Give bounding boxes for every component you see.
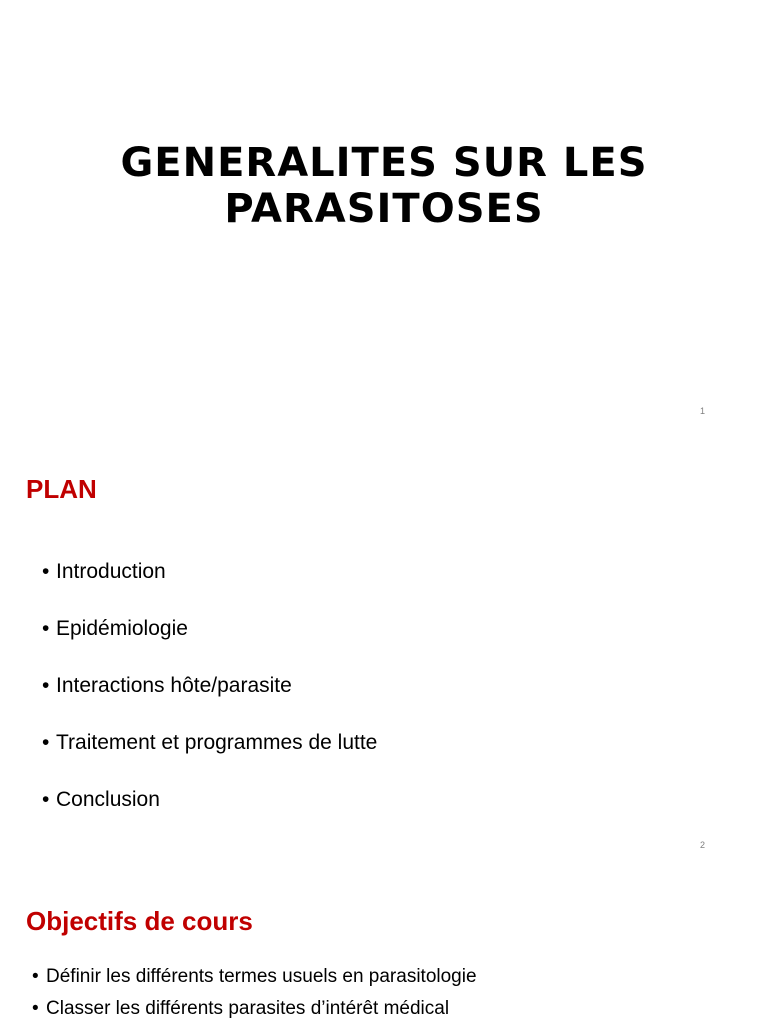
list-item — [32, 996, 477, 1028]
slide-plan — [0, 434, 768, 868]
slide-objectives — [0, 868, 768, 1024]
objectives-heading: Objectifs de cours — [26, 906, 253, 936]
bullet-icon: • — [32, 998, 39, 1019]
list-item — [42, 558, 377, 615]
bullet-icon: • — [32, 966, 39, 987]
list-item-text: Définir les différents termes usuels en parasitologie — [46, 966, 477, 987]
list-item-text: Interactions hôte/parasite — [56, 674, 292, 697]
title-line-2: PARASITOSES — [224, 186, 544, 232]
page-number: 1 — [700, 406, 706, 416]
list-item — [42, 615, 377, 672]
objectives-list — [32, 964, 477, 1028]
page-number: 2 — [700, 840, 706, 850]
bullet-icon: • — [42, 731, 50, 754]
document-title — [0, 140, 768, 232]
title-line-1: GENERALITES SUR LES — [120, 140, 648, 186]
slide-title — [0, 0, 768, 434]
bullet-icon: • — [42, 788, 50, 811]
bullet-icon: • — [42, 617, 50, 640]
list-item-text: Classer les différents parasites d’intérêt médical — [46, 998, 450, 1019]
list-item-text: Epidémiologie — [56, 617, 188, 640]
list-item-text: Traitement et programmes de lutte — [56, 731, 378, 754]
list-item-text: Introduction — [56, 560, 166, 583]
list-item — [32, 964, 477, 996]
list-item — [42, 786, 377, 843]
list-item-text: Conclusion — [56, 788, 160, 811]
list-item — [42, 672, 377, 729]
list-item — [42, 729, 377, 786]
plan-heading: PLAN — [26, 474, 97, 504]
bullet-icon: • — [42, 674, 50, 697]
bullet-icon: • — [42, 560, 50, 583]
plan-list — [42, 558, 377, 843]
